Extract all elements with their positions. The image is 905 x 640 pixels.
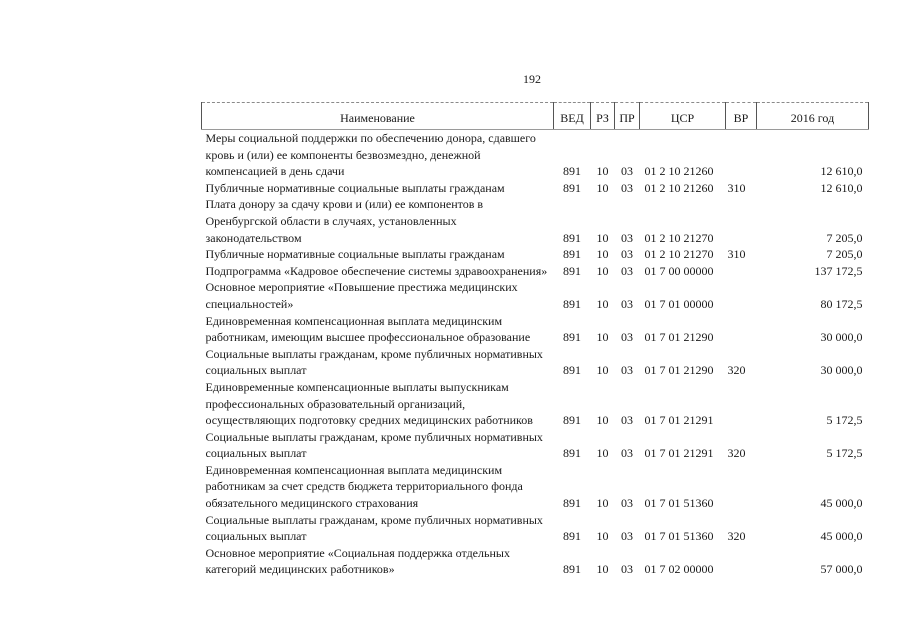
- cell-vr: 320: [727, 363, 746, 378]
- table-row: [202, 379, 869, 429]
- cell-ved: 891: [563, 413, 581, 428]
- cell-amount: 137 172,5: [814, 263, 863, 278]
- cell-amount: 7 205,0: [826, 230, 863, 245]
- cell-name: Публичные нормативные социальные выплаты гражданам: [205, 247, 505, 262]
- cell-pr: 03: [621, 529, 633, 544]
- cell-csr: 01 7 00 00000: [644, 263, 714, 278]
- cell-ved: 891: [563, 247, 581, 262]
- column-header-name: Наименование: [202, 103, 554, 130]
- cell-vr: 310: [727, 247, 746, 262]
- cell-name: Основное мероприятие «Социальная поддержка отдельных категорий медицинских работников»: [205, 545, 510, 577]
- cell-pr: 03: [621, 330, 633, 345]
- cell-ved: 891: [563, 363, 581, 378]
- cell-csr: 01 7 01 21290: [644, 363, 714, 378]
- cell-pr: 03: [621, 230, 633, 245]
- cell-name: Единовременная компенсационная выплата медицинским работникам за счет средств бюджета территориального фонда обязательного медицинского страхования: [205, 462, 523, 511]
- cell-vr: 320: [727, 446, 746, 461]
- table-row: [202, 196, 869, 246]
- cell-csr: 01 2 10 21260: [644, 180, 714, 195]
- cell-name: Основное мероприятие «Повышение престижа медицинских специальностей»: [205, 280, 518, 311]
- cell-rz: 10: [596, 446, 609, 461]
- cell-amount: 5 172,5: [826, 446, 863, 461]
- table-row: [202, 429, 869, 462]
- cell-ved: 891: [563, 180, 581, 195]
- cell-ved: 891: [563, 164, 581, 179]
- cell-vr: [726, 379, 757, 429]
- cell-csr: 01 7 01 51360: [644, 529, 714, 544]
- table-header-row: [202, 103, 869, 130]
- cell-rz: 10: [596, 180, 609, 195]
- table-row: [202, 246, 869, 263]
- cell-vr: [726, 130, 757, 180]
- cell-csr: 01 7 02 00000: [644, 562, 714, 577]
- cell-pr: 03: [621, 263, 633, 278]
- cell-amount: 7 205,0: [826, 247, 863, 262]
- cell-name: Социальные выплаты гражданам, кроме публичных нормативных социальных выплат: [205, 429, 543, 461]
- table-row: [202, 512, 869, 545]
- table-row: [202, 462, 869, 512]
- cell-ved: 891: [563, 230, 581, 245]
- column-header-vr: ВР: [726, 103, 757, 130]
- cell-name: Подпрограмма «Кадровое обеспечение системы здравоохранения»: [205, 263, 548, 278]
- cell-pr: 03: [621, 562, 633, 577]
- cell-amount: 30 000,0: [820, 363, 863, 378]
- cell-pr: 03: [621, 247, 633, 262]
- table-row: [202, 346, 869, 379]
- cell-pr: 03: [621, 413, 633, 428]
- cell-pr: 03: [621, 164, 633, 179]
- cell-pr: 03: [621, 363, 633, 378]
- cell-csr: 01 2 10 21270: [644, 247, 714, 262]
- cell-rz: 10: [596, 562, 609, 577]
- cell-rz: 10: [596, 263, 609, 278]
- cell-rz: 10: [596, 247, 609, 262]
- cell-amount: 12 610,0: [820, 164, 863, 179]
- cell-ved: 891: [563, 296, 581, 311]
- cell-pr: 03: [621, 496, 633, 511]
- cell-ved: 891: [563, 496, 581, 511]
- cell-amount: 57 000,0: [820, 562, 863, 577]
- cell-name: Плата донору за сдачу крови и (или) ее компонентов в Оренбургской области в случаях, установленных законодательством: [205, 197, 484, 245]
- cell-csr: 01 2 10 21260: [644, 164, 714, 179]
- cell-vr: [726, 545, 757, 578]
- cell-pr: 03: [621, 296, 633, 311]
- cell-rz: 10: [596, 413, 609, 428]
- cell-csr: 01 7 01 00000: [644, 296, 714, 311]
- column-header-ved: ВЕД: [554, 103, 591, 130]
- cell-csr: 01 7 01 51360: [644, 496, 714, 511]
- cell-vr: 320: [727, 529, 746, 544]
- cell-csr: 01 7 01 21290: [644, 330, 714, 345]
- cell-pr: 03: [621, 180, 633, 195]
- cell-vr: [726, 313, 757, 346]
- table-row: [202, 279, 869, 312]
- cell-vr: [726, 279, 757, 312]
- cell-amount: 30 000,0: [820, 330, 863, 345]
- cell-csr: 01 2 10 21270: [644, 230, 714, 245]
- cell-name: Публичные нормативные социальные выплаты гражданам: [205, 180, 505, 195]
- cell-amount: 45 000,0: [820, 529, 863, 544]
- cell-rz: 10: [596, 296, 609, 311]
- cell-rz: 10: [596, 496, 609, 511]
- cell-vr: 310: [727, 180, 746, 195]
- cell-ved: 891: [563, 529, 581, 544]
- cell-amount: 80 172,5: [820, 296, 863, 311]
- cell-rz: 10: [596, 363, 609, 378]
- table-row: [202, 263, 869, 280]
- cell-pr: 03: [621, 446, 633, 461]
- column-header-rz: РЗ: [591, 103, 615, 130]
- cell-name: Единовременная компенсационная выплата медицинским работникам, имеющим высшее профессиональное образование: [205, 313, 531, 345]
- page-number: 192: [523, 72, 541, 86]
- cell-csr: 01 7 01 21291: [644, 446, 714, 461]
- cell-rz: 10: [596, 164, 609, 179]
- cell-name: Меры социальной поддержки по обеспечению донора, сдавшего кровь и (или) ее компоненты безвозмездно, денежной компенсацией в день сдачи: [205, 131, 536, 179]
- cell-amount: 5 172,5: [826, 413, 863, 428]
- column-header-pr: ПР: [615, 103, 640, 130]
- column-header-csr: ЦСР: [640, 103, 726, 130]
- cell-ved: 891: [563, 446, 581, 461]
- table-row: [202, 130, 869, 180]
- cell-amount: 12 610,0: [820, 180, 863, 195]
- cell-name: Социальные выплаты гражданам, кроме публичных нормативных социальных выплат: [205, 512, 543, 544]
- budget-table: [201, 102, 869, 578]
- cell-rz: 10: [596, 230, 609, 245]
- cell-amount: 45 000,0: [820, 496, 863, 511]
- table-body: [202, 130, 869, 579]
- table-row: [202, 180, 869, 197]
- cell-vr: [726, 196, 757, 246]
- cell-csr: 01 7 01 21291: [644, 413, 714, 428]
- cell-ved: 891: [563, 330, 581, 345]
- cell-name: Единовременные компенсационные выплаты выпускникам профессиональных образовательный организаций, осуществляющих подготовку средних медицинских работников: [205, 379, 533, 428]
- cell-rz: 10: [596, 529, 609, 544]
- cell-vr: [726, 263, 757, 280]
- table-row: [202, 313, 869, 346]
- cell-name: Социальные выплаты гражданам, кроме публичных нормативных социальных выплат: [205, 346, 543, 378]
- cell-ved: 891: [563, 263, 581, 278]
- cell-vr: [726, 462, 757, 512]
- cell-rz: 10: [596, 330, 609, 345]
- table-row: [202, 545, 869, 578]
- column-header-amount: 2016 год: [757, 103, 869, 130]
- cell-ved: 891: [563, 562, 581, 577]
